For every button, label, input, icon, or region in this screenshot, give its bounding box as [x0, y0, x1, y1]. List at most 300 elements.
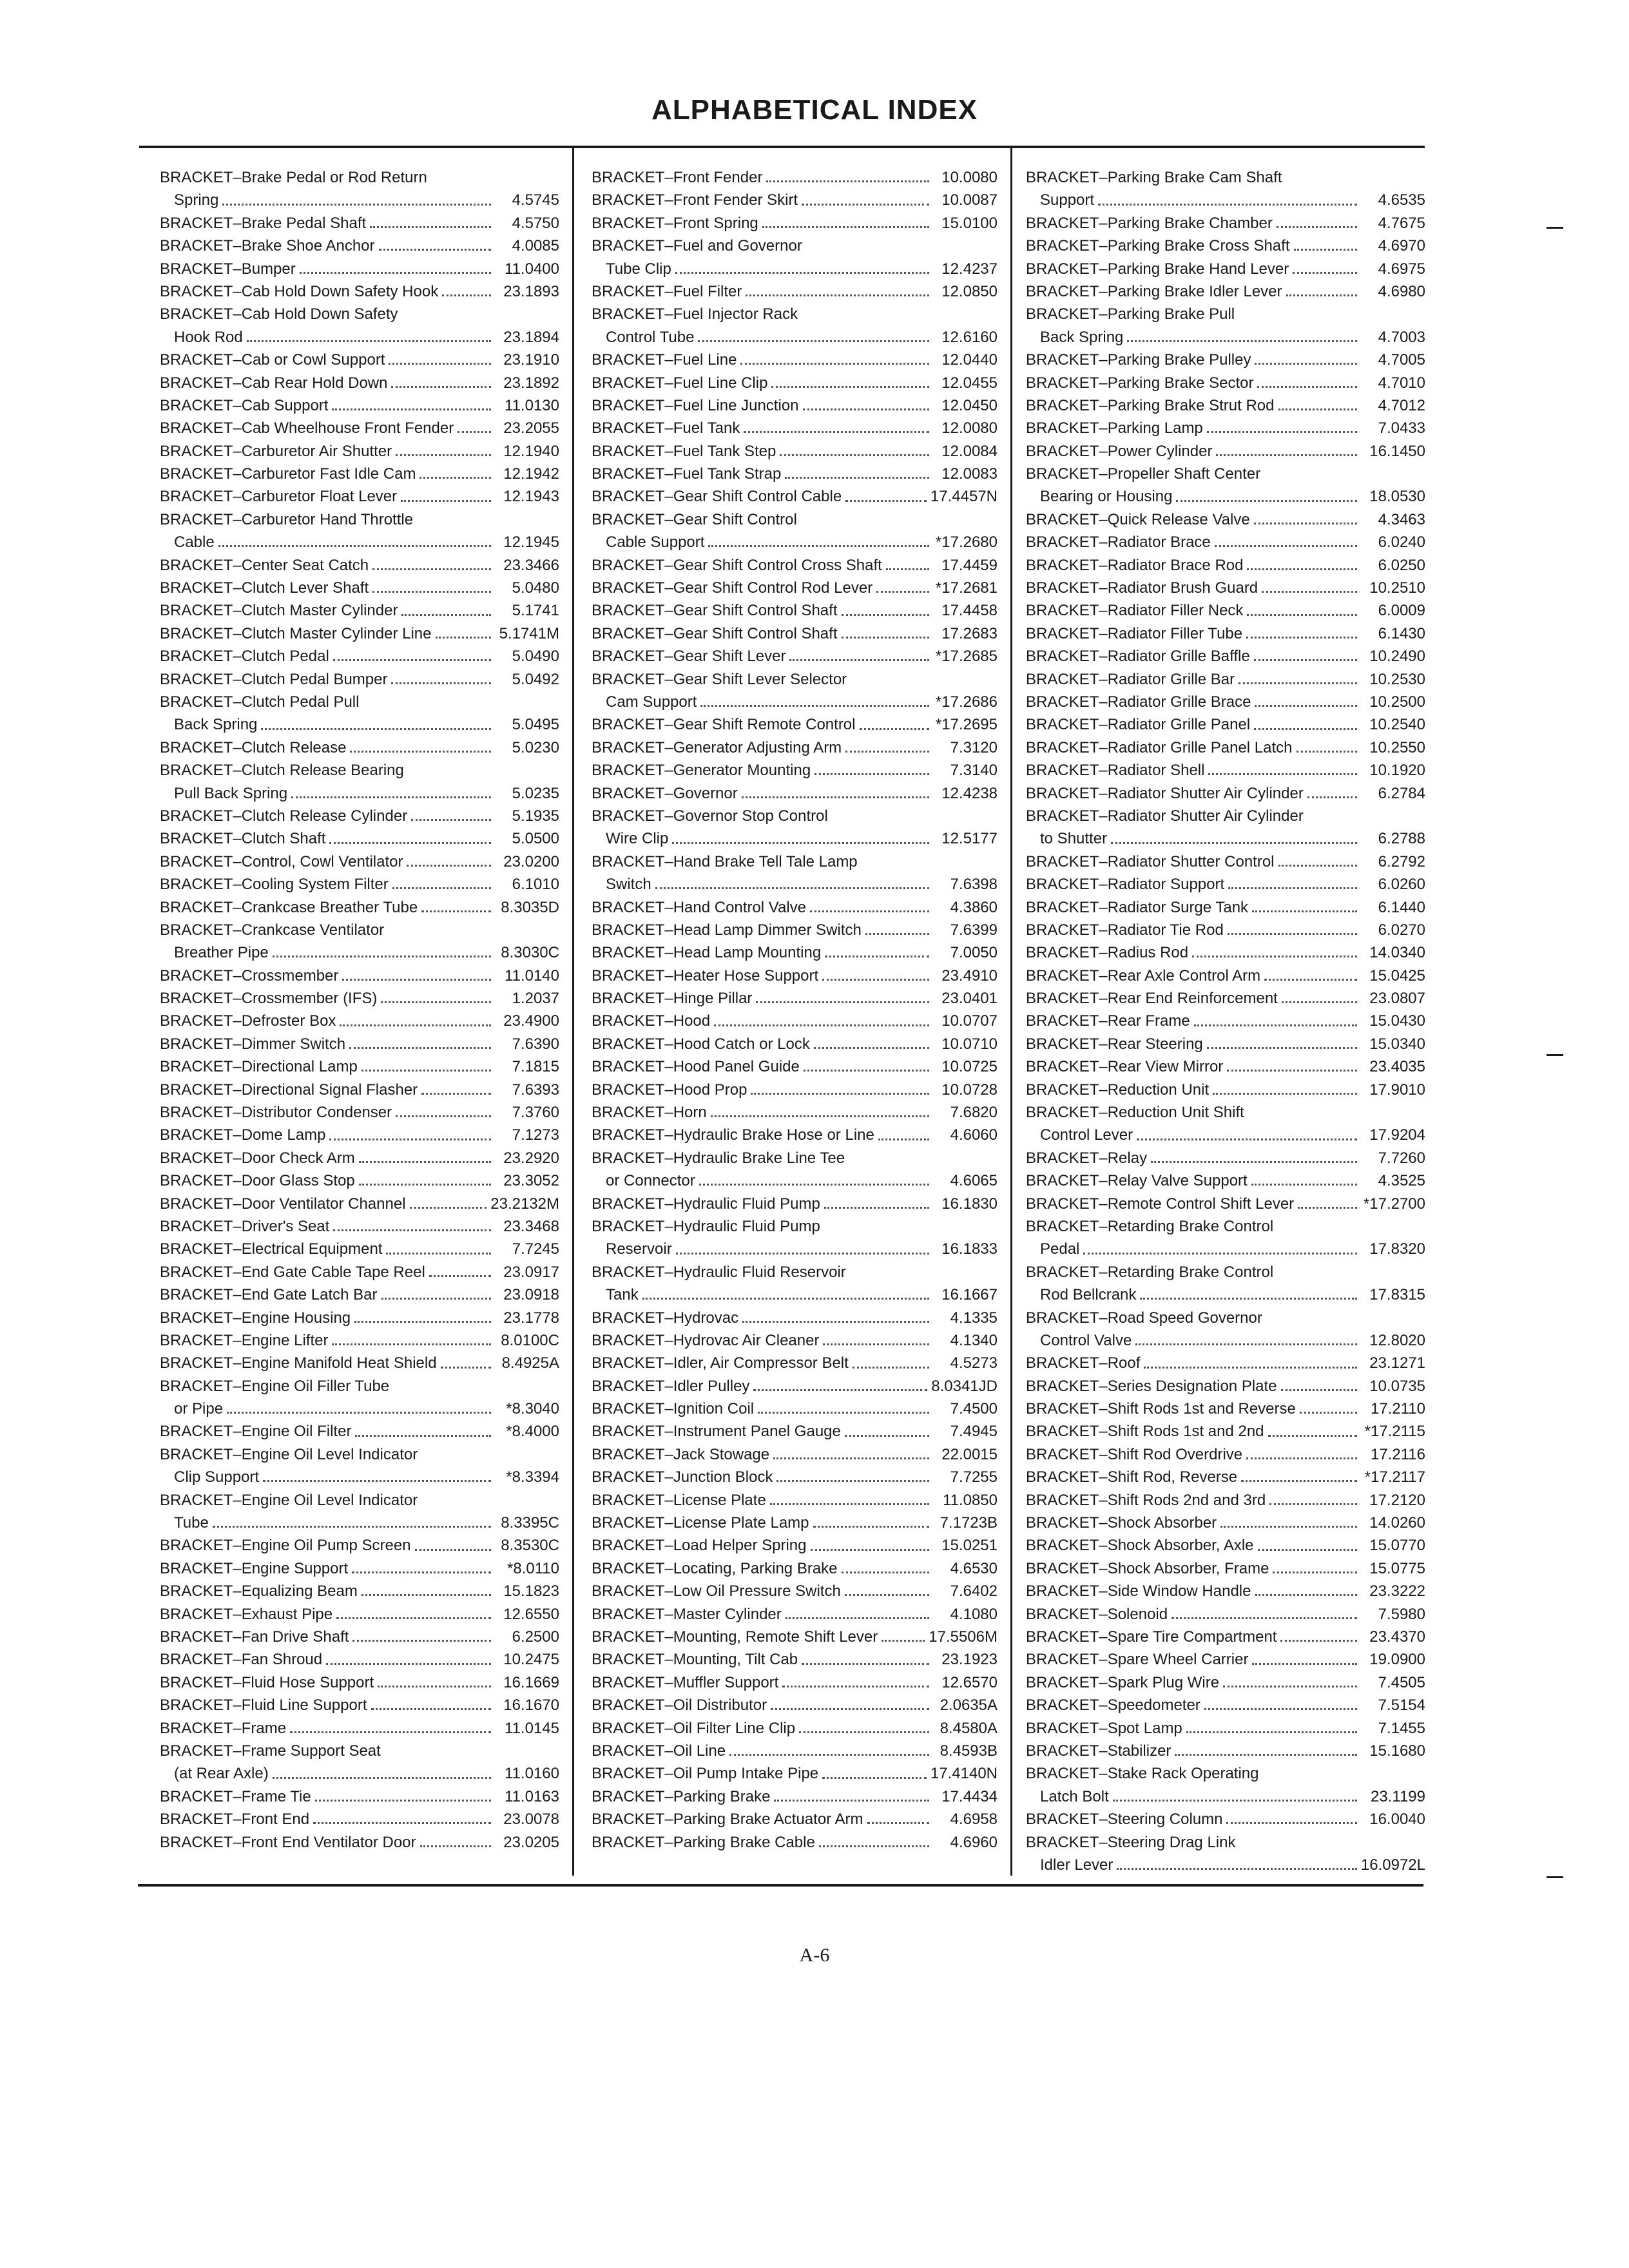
- index-entry: [592, 1283, 998, 1306]
- dot-leader: [1144, 1367, 1357, 1369]
- entry-label: BRACKET–Carburetor Air Shutter: [160, 442, 392, 460]
- entry-reference: 12.0450: [941, 396, 998, 414]
- entry-label: BRACKET–Equalizing Beam: [160, 1582, 358, 1600]
- entry-label: BRACKET–Generator Adjusting Arm: [592, 738, 842, 756]
- entry-label: BRACKET–Relay Valve Support: [1026, 1172, 1248, 1190]
- entry-reference: 8.4593B: [940, 1742, 998, 1760]
- dot-leader: [342, 979, 491, 981]
- dot-leader: [1254, 523, 1357, 524]
- entry-reference: 5.0495: [512, 716, 559, 734]
- dot-leader: [878, 1139, 929, 1140]
- entry-reference: *17.2117: [1364, 1468, 1425, 1486]
- index-entry: [592, 736, 998, 759]
- index-entry: [592, 1398, 998, 1420]
- entry-reference: 15.0775: [1369, 1559, 1425, 1577]
- index-entry: [160, 599, 559, 622]
- index-entry: [592, 1740, 998, 1762]
- dot-leader: [676, 1253, 929, 1254]
- dot-leader: [1278, 865, 1358, 867]
- index-entry: [592, 212, 998, 235]
- index-entry: [160, 1740, 559, 1762]
- entry-reference: 15.0100: [941, 214, 998, 232]
- dot-leader: [290, 1731, 491, 1733]
- entry-reference: 17.9204: [1369, 1126, 1425, 1144]
- entry-reference: 7.5980: [1378, 1605, 1425, 1623]
- entry-label: BRACKET–Hinge Pillar: [592, 990, 753, 1008]
- index-entry: [592, 622, 998, 645]
- index-entry: [160, 349, 559, 371]
- entry-reference: 23.1892: [503, 374, 559, 392]
- entry-reference: 6.2500: [512, 1628, 559, 1646]
- dot-leader: [359, 1161, 491, 1163]
- entry-label: BRACKET–Cab Support: [160, 396, 329, 414]
- entry-reference: 12.0080: [941, 419, 998, 437]
- entry-label: BRACKET–Radiator Surge Tank: [1026, 898, 1249, 916]
- index-entry: [1026, 1010, 1425, 1032]
- index-entry: [1026, 1580, 1425, 1602]
- index-entry: [1026, 736, 1425, 759]
- entry-label: BRACKET–Engine Housing: [160, 1309, 351, 1327]
- dot-leader: [814, 1047, 929, 1049]
- index-entry: [592, 1010, 998, 1032]
- entry-reference: 16.1667: [941, 1286, 998, 1304]
- dot-leader: [391, 386, 491, 388]
- index-entry: [1026, 258, 1425, 280]
- entry-reference: 17.2110: [1371, 1400, 1425, 1418]
- entry-reference: 4.6975: [1378, 260, 1425, 278]
- entry-label: Cable: [174, 533, 215, 552]
- entry-label: BRACKET–Idler Pulley: [592, 1377, 750, 1395]
- entry-reference: 23.2920: [503, 1149, 559, 1167]
- entry-label: Breather Pipe: [174, 944, 269, 962]
- index-entry: [592, 668, 998, 691]
- index-entry: [592, 349, 998, 371]
- entry-reference: 5.1935: [512, 807, 559, 825]
- index-entry: [1026, 1124, 1425, 1146]
- entry-label: BRACKET–Gear Shift Control Shaft: [592, 602, 838, 620]
- index-entry: [592, 691, 998, 713]
- index-entry: [592, 965, 998, 987]
- entry-reference: 7.7255: [950, 1468, 998, 1486]
- dot-leader: [381, 1001, 491, 1003]
- dot-leader: [1247, 614, 1357, 616]
- dot-leader: [789, 659, 929, 661]
- index-entry: [160, 554, 559, 577]
- entry-label: BRACKET–Front End Ventilator Door: [160, 1833, 416, 1851]
- index-entry: [160, 1193, 559, 1215]
- entry-reference: 17.2120: [1369, 1491, 1425, 1509]
- entry-reference: 23.0401: [941, 990, 998, 1008]
- index-entry: [592, 1193, 998, 1215]
- entry-label: BRACKET–Directional Lamp: [160, 1058, 358, 1076]
- entry-reference: 23.1199: [1371, 1787, 1425, 1805]
- entry-label: BRACKET–Retarding Brake Control: [1026, 1263, 1274, 1281]
- dot-leader: [386, 1253, 491, 1254]
- entry-reference: 15.0340: [1369, 1035, 1425, 1053]
- entry-reference: 7.6399: [950, 921, 998, 939]
- entry-reference: 23.1271: [1369, 1354, 1425, 1372]
- entry-label: BRACKET–Gear Shift Control Cross Shaft: [592, 556, 882, 574]
- index-entry: [592, 1420, 998, 1443]
- index-entry: [1026, 1193, 1425, 1215]
- entry-reference: 17.4458: [941, 602, 998, 620]
- entry-label: BRACKET–Spark Plug Wire: [1026, 1673, 1220, 1691]
- index-entry: [1026, 235, 1425, 257]
- dot-leader: [799, 1731, 929, 1733]
- entry-label: BRACKET–Crankcase Breather Tube: [160, 898, 418, 916]
- entry-label: Wire Clip: [606, 830, 669, 848]
- index-entry: [1026, 1443, 1425, 1466]
- entry-label: BRACKET–Shock Absorber, Axle: [1026, 1537, 1254, 1555]
- dot-leader: [756, 1001, 929, 1003]
- dot-leader: [1117, 1868, 1357, 1870]
- dot-leader: [1273, 1571, 1357, 1573]
- entry-label: BRACKET–Governor: [592, 784, 738, 802]
- entry-label: BRACKET–Hydraulic Fluid Pump: [592, 1195, 820, 1213]
- index-entry: [1026, 1557, 1425, 1580]
- dot-leader: [860, 728, 930, 730]
- entry-reference: 7.1273: [512, 1126, 559, 1144]
- entry-label: BRACKET–Parking Brake Chamber: [1026, 214, 1273, 232]
- index-entry: [592, 1557, 998, 1580]
- dot-leader: [1254, 659, 1357, 661]
- entry-reference: 6.1010: [512, 876, 559, 894]
- dot-leader: [247, 340, 491, 342]
- entry-reference: 16.1670: [503, 1696, 559, 1715]
- entry-reference: 14.0340: [1369, 944, 1425, 962]
- index-entry: [1026, 394, 1425, 417]
- entry-label: BRACKET–Parking Brake Idler Lever: [1026, 282, 1282, 300]
- entry-reference: 23.4910: [941, 966, 998, 985]
- index-entry: [1026, 1785, 1425, 1808]
- entry-reference: 1.2037: [512, 990, 559, 1008]
- dot-leader: [786, 1617, 929, 1619]
- index-entry: [1026, 1854, 1425, 1876]
- entry-label: Spring: [174, 191, 219, 209]
- entry-label: BRACKET–Relay: [1026, 1149, 1148, 1167]
- index-entry: [592, 372, 998, 394]
- entry-reference: 23.1923: [941, 1651, 998, 1669]
- entry-label: (at Rear Axle): [174, 1765, 269, 1783]
- entry-label: or Pipe: [174, 1400, 224, 1418]
- index-entry: [160, 1671, 559, 1694]
- index-entry: [160, 1055, 559, 1078]
- entry-reference: 6.1430: [1378, 624, 1425, 642]
- dot-leader: [762, 226, 929, 228]
- entry-label: BRACKET–Bumper: [160, 260, 296, 278]
- dot-leader: [842, 1571, 929, 1573]
- entry-label: BRACKET–Dome Lamp: [160, 1126, 326, 1144]
- index-entry: [592, 599, 998, 622]
- entry-reference: 17.2116: [1371, 1445, 1425, 1463]
- entry-reference: 16.1833: [941, 1240, 998, 1258]
- entry-label: BRACKET–Oil Line: [592, 1742, 726, 1760]
- entry-reference: 12.0440: [941, 351, 998, 369]
- entry-label: BRACKET–Clutch Pedal Pull: [160, 693, 360, 711]
- entry-label: BRACKET–End Gate Cable Tape Reel: [160, 1263, 425, 1281]
- index-entry: [160, 1466, 559, 1488]
- entry-label: BRACKET–Mounting, Remote Shift Lever: [592, 1628, 878, 1646]
- index-entry: [160, 1648, 559, 1671]
- entry-label: BRACKET–Hydraulic Brake Hose or Line: [592, 1126, 874, 1144]
- entry-reference: 12.0850: [941, 282, 998, 300]
- index-entry: [160, 1352, 559, 1374]
- dot-leader: [1251, 1184, 1357, 1186]
- entry-reference: 4.5273: [950, 1354, 998, 1372]
- entry-label: BRACKET–Hood: [592, 1012, 711, 1030]
- dot-leader: [419, 477, 491, 479]
- entry-label: BRACKET–Ignition Coil: [592, 1400, 755, 1418]
- dot-leader: [642, 1298, 929, 1300]
- entry-reference: 23.1778: [503, 1309, 559, 1327]
- dot-leader: [415, 1549, 491, 1551]
- index-entry: [592, 485, 998, 508]
- index-entry: [1026, 1831, 1425, 1854]
- entry-label: BRACKET–Front Spring: [592, 214, 758, 232]
- entry-reference: 5.0490: [512, 648, 559, 666]
- index-entry: [1026, 508, 1425, 531]
- entry-label: BRACKET–Carburetor Float Lever: [160, 488, 398, 506]
- dot-leader: [392, 887, 491, 889]
- entry-reference: 17.4140N: [930, 1765, 998, 1783]
- dot-leader: [770, 1503, 929, 1505]
- entry-reference: 4.5750: [512, 214, 559, 232]
- entry-label: BRACKET–License Plate Lamp: [592, 1514, 809, 1532]
- entry-reference: 4.6530: [950, 1559, 998, 1577]
- entry-reference: 4.5745: [512, 191, 559, 209]
- entry-reference: 7.1815: [512, 1058, 559, 1076]
- entry-label: BRACKET–Rear Frame: [1026, 1012, 1190, 1030]
- index-entry: [1026, 1307, 1425, 1329]
- entry-label: BRACKET–Gear Shift Control: [592, 510, 797, 528]
- index-entry: [1026, 1489, 1425, 1512]
- index-entry: [592, 782, 998, 805]
- dot-leader: [845, 500, 927, 502]
- entry-reference: 5.0230: [512, 738, 559, 756]
- index-entry: [592, 166, 998, 189]
- index-entry: [1026, 1740, 1425, 1762]
- index-entry: [1026, 1101, 1425, 1124]
- entry-label: BRACKET–Brake Shoe Anchor: [160, 237, 375, 255]
- entry-label: BRACKET–Clutch Shaft: [160, 830, 326, 848]
- entry-reference: 15.1823: [503, 1582, 559, 1600]
- index-column-3: [1026, 166, 1425, 1876]
- entry-label: Back Spring: [1040, 328, 1124, 346]
- index-entry: [592, 1512, 998, 1534]
- entry-reference: 5.1741: [512, 602, 559, 620]
- entry-reference: 16.1830: [941, 1195, 998, 1213]
- dot-leader: [1255, 1594, 1358, 1596]
- entry-label: BRACKET–Cooling System Filter: [160, 876, 389, 894]
- index-entry: [160, 713, 559, 736]
- entry-reference: 23.3468: [503, 1217, 559, 1235]
- entry-reference: 10.2490: [1369, 648, 1425, 666]
- entry-label: BRACKET–Distributor Condenser: [160, 1104, 392, 1122]
- dot-leader: [273, 1777, 491, 1779]
- index-entry: [592, 1352, 998, 1374]
- dot-leader: [421, 1093, 491, 1095]
- entry-label: BRACKET–Dimmer Switch: [160, 1035, 346, 1053]
- index-entry: [160, 1534, 559, 1557]
- dot-leader: [349, 1047, 491, 1049]
- entry-reference: 15.1680: [1369, 1742, 1425, 1760]
- entry-reference: 8.3030C: [501, 944, 559, 962]
- entry-label: BRACKET–Parking Brake Strut Rod: [1026, 396, 1275, 414]
- entry-reference: 2.0635A: [940, 1696, 998, 1715]
- index-entry: [160, 827, 559, 850]
- index-entry: [592, 1147, 998, 1169]
- entry-label: BRACKET–Door Ventilator Channel: [160, 1195, 406, 1213]
- entry-reference: 23.0200: [503, 852, 559, 870]
- index-entry: [160, 1443, 559, 1466]
- entry-reference: 12.5177: [941, 830, 998, 848]
- index-entry: [1026, 1398, 1425, 1420]
- dot-leader: [329, 1139, 491, 1140]
- index-entry: [160, 1694, 559, 1716]
- dot-leader: [361, 1594, 491, 1596]
- index-entry: [1026, 303, 1425, 325]
- entry-reference: 23.4035: [1369, 1058, 1425, 1076]
- entry-label: BRACKET–Spare Tire Compartment: [1026, 1628, 1277, 1646]
- index-entry: [160, 668, 559, 691]
- dot-leader: [329, 842, 491, 844]
- entry-label: BRACKET–Junction Block: [592, 1468, 773, 1486]
- entry-reference: 4.6960: [950, 1833, 998, 1851]
- entry-reference: 23.1910: [503, 351, 559, 369]
- entry-reference: *17.2685: [935, 648, 998, 666]
- index-entry: [592, 554, 998, 577]
- index-entry: [592, 827, 998, 850]
- index-entry: [592, 759, 998, 782]
- dot-leader: [714, 1024, 929, 1026]
- entry-label: BRACKET–Brake Pedal or Rod Return: [160, 169, 427, 186]
- entry-reference: 12.4237: [941, 260, 998, 278]
- footer-rule: [138, 1884, 1423, 1887]
- dot-leader: [853, 1367, 929, 1369]
- entry-label: BRACKET–Parking Brake Sector: [1026, 374, 1254, 392]
- entry-label: BRACKET–Radius Rod: [1026, 944, 1189, 962]
- index-entry: [1026, 1055, 1425, 1078]
- entry-label: BRACKET–Radiator Brace: [1026, 533, 1211, 552]
- entry-reference: 12.0084: [941, 442, 998, 460]
- entry-reference: 7.5154: [1378, 1696, 1425, 1715]
- dot-leader: [458, 431, 491, 433]
- entry-label: BRACKET–Radiator Brace Rod: [1026, 556, 1244, 574]
- entry-label: BRACKET–Frame: [160, 1719, 287, 1737]
- index-entry: [1026, 531, 1425, 553]
- index-entry: [1026, 554, 1425, 577]
- entry-label: BRACKET–Low Oil Pressure Switch: [592, 1582, 841, 1600]
- entry-reference: 5.0492: [512, 670, 559, 688]
- margin-mark: [1547, 227, 1563, 229]
- entry-reference: 4.7005: [1378, 351, 1425, 369]
- entry-reference: 8.3035D: [501, 898, 559, 916]
- index-entry: [592, 1055, 998, 1078]
- entry-label: BRACKET–Parking Brake Cam Shaft: [1026, 169, 1282, 186]
- dot-leader: [291, 796, 491, 798]
- index-entry: [1026, 1717, 1425, 1740]
- entry-label: BRACKET–Radiator Filler Neck: [1026, 602, 1244, 620]
- dot-leader: [780, 454, 929, 456]
- index-entry: [592, 1238, 998, 1260]
- dot-leader: [336, 1617, 491, 1619]
- index-entry: [160, 508, 559, 531]
- dot-leader: [1213, 1093, 1357, 1095]
- entry-reference: 4.7003: [1378, 328, 1425, 346]
- entry-label: Clip Support: [174, 1468, 260, 1486]
- dot-leader: [802, 1663, 929, 1665]
- dot-leader: [333, 659, 491, 661]
- entry-label: BRACKET–Parking Brake Pulley: [1026, 351, 1251, 369]
- entry-label: BRACKET–Head Lamp Dimmer Switch: [592, 921, 862, 939]
- entry-label: BRACKET–Stake Rack Operating: [1026, 1765, 1259, 1783]
- entry-label: BRACKET–Carburetor Fast Idle Cam: [160, 465, 416, 483]
- index-entry: [160, 919, 559, 941]
- index-entry: [592, 326, 998, 349]
- entry-label: BRACKET–Horn: [592, 1104, 707, 1122]
- index-entry: [1026, 965, 1425, 987]
- entry-label: BRACKET–Rear End Reinforcement: [1026, 990, 1278, 1008]
- dot-leader: [1207, 1047, 1357, 1049]
- dot-leader: [815, 773, 929, 775]
- index-entry: [1026, 599, 1425, 622]
- index-entry: [1026, 1626, 1425, 1648]
- index-entry: [1026, 896, 1425, 919]
- entry-reference: 6.0009: [1378, 602, 1425, 620]
- index-entry: [592, 1580, 998, 1602]
- entry-label: BRACKET–Front End: [160, 1811, 310, 1829]
- index-entry: [160, 1831, 559, 1854]
- dot-leader: [313, 1822, 491, 1824]
- dot-leader: [1127, 340, 1357, 342]
- index-entry: [592, 1124, 998, 1146]
- entry-label: Back Spring: [174, 716, 258, 734]
- dot-leader: [263, 1480, 491, 1482]
- index-entry: [592, 1785, 998, 1808]
- index-entry: [1026, 440, 1425, 463]
- index-entry: [160, 463, 559, 485]
- entry-label: BRACKET–Fluid Hose Support: [160, 1673, 374, 1691]
- entry-label: BRACKET–Shift Rods 1st and Reverse: [1026, 1400, 1296, 1418]
- index-entry: [160, 577, 559, 599]
- entry-reference: 14.0260: [1369, 1514, 1425, 1532]
- index-entry: [160, 303, 559, 325]
- entry-label: BRACKET–Speedometer: [1026, 1696, 1200, 1715]
- dot-leader: [379, 249, 491, 251]
- entry-reference: 4.3860: [950, 898, 998, 916]
- entry-reference: 10.0728: [941, 1081, 998, 1099]
- entry-reference: 7.4505: [1378, 1673, 1425, 1691]
- entry-reference: 7.1723B: [940, 1514, 998, 1532]
- entry-label: BRACKET–Parking Lamp: [1026, 419, 1203, 437]
- dot-leader: [742, 1321, 929, 1323]
- entry-label: BRACKET–Roof: [1026, 1354, 1141, 1372]
- entry-label: Latch Bolt: [1040, 1787, 1109, 1805]
- index-entry: [160, 440, 559, 463]
- entry-reference: 7.7245: [512, 1240, 559, 1258]
- index-entry: [1026, 873, 1425, 896]
- entry-reference: 8.4580A: [940, 1719, 998, 1737]
- index-entry: [1026, 463, 1425, 485]
- dot-leader: [1269, 1503, 1357, 1505]
- entry-label: to Shutter: [1040, 830, 1108, 848]
- index-entry: [1026, 1648, 1425, 1671]
- index-entry: [592, 987, 998, 1010]
- index-entry: [160, 896, 559, 919]
- dot-leader: [782, 1686, 929, 1687]
- dot-leader: [401, 614, 491, 616]
- index-entry: [1026, 485, 1425, 508]
